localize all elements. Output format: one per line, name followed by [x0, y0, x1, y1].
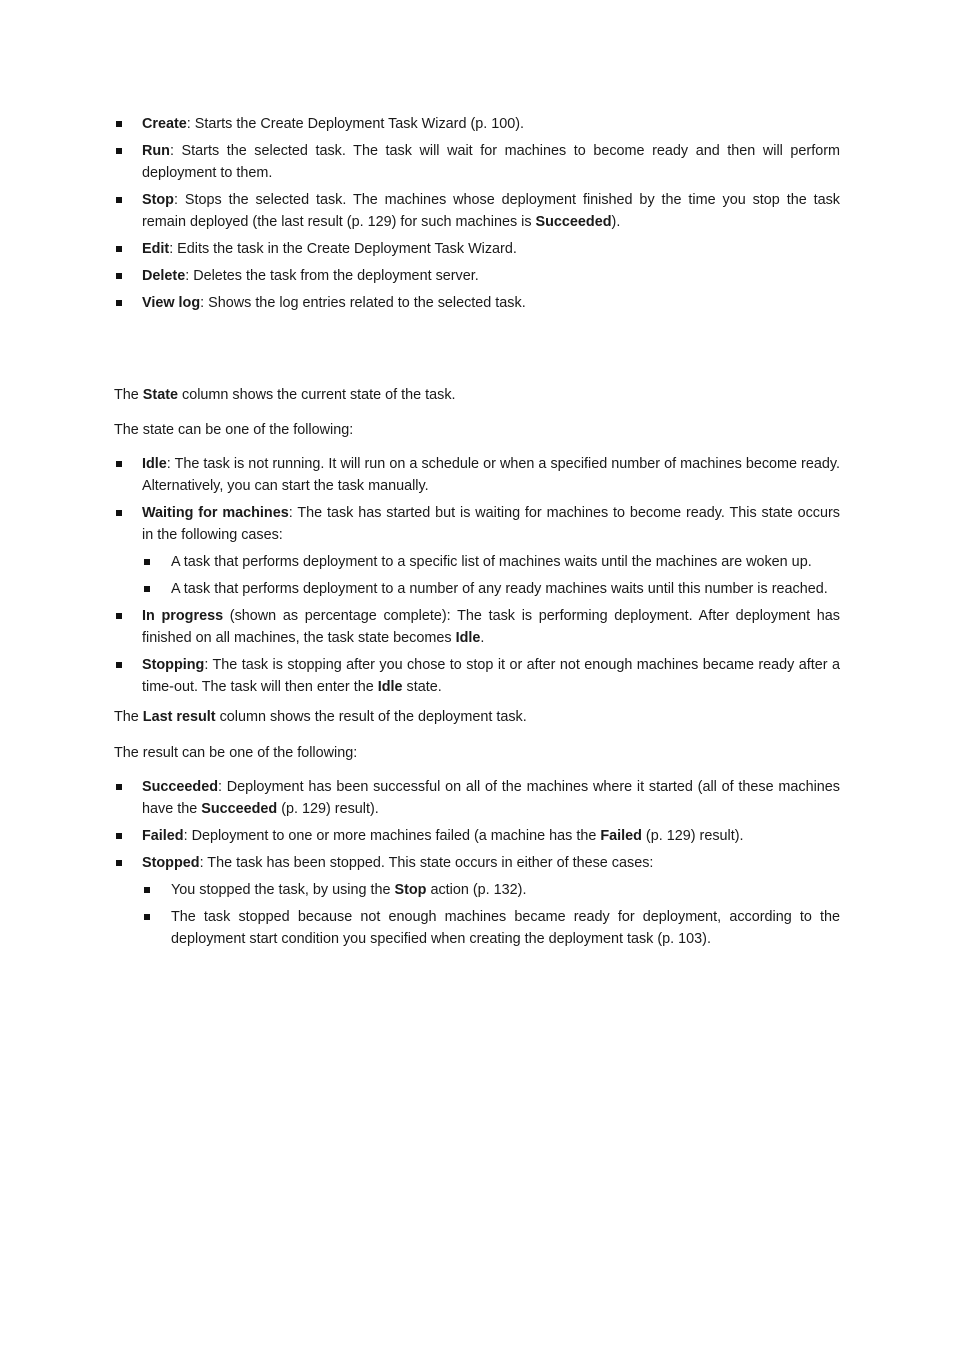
description: : Deletes the task from the deployment server. [185, 268, 479, 284]
square-bullet-icon [116, 662, 122, 668]
list-item [114, 852, 840, 950]
description: : Starts the selected task. The task will wait for machines to become ready and then will perform deployment to them. [142, 143, 840, 181]
description: You stopped the task, by using the [171, 882, 395, 898]
term: View log [142, 295, 201, 311]
description: : Edits the task in the Create Deployment Task Wizard. [169, 241, 517, 257]
square-bullet-icon [116, 300, 122, 306]
description: (shown as percentage complete): The task is performing deployment. After deployment has finished on all machines, the task state becomes [142, 608, 840, 646]
square-bullet-icon [116, 461, 122, 467]
square-bullet-icon [116, 613, 122, 619]
square-bullet-icon [116, 784, 122, 790]
sub-list-item [142, 578, 840, 600]
square-bullet-icon [116, 833, 122, 839]
term: Failed [142, 828, 184, 844]
text: column shows the result of the deployment task. [215, 709, 527, 725]
term: Succeeded [142, 779, 218, 795]
term: Run [142, 143, 170, 159]
sub-list-item [142, 879, 840, 901]
list-item [114, 502, 840, 600]
result-lead: The result can be one of the following: [114, 745, 358, 761]
description: : Stops the selected task. The machines whose deployment finished by the time you stop the task remain deployed (the last result (p. 129) for such machines is [142, 192, 840, 230]
emphasis: Failed [600, 828, 642, 844]
emphasis: Succeeded [535, 214, 612, 230]
square-bullet-icon [144, 586, 150, 592]
actions-list [114, 113, 840, 314]
list-item [114, 189, 840, 233]
result-intro [114, 706, 840, 728]
term: Edit [142, 241, 170, 257]
sub-list-item [142, 551, 840, 573]
description-tail: action (p. 132). [426, 882, 527, 898]
description: : The task has been stopped. This state occurs in either of these cases: [199, 855, 654, 871]
text: The [114, 709, 143, 725]
stopped-cases-list [142, 879, 840, 950]
list-item [114, 825, 840, 847]
description: : Deployment has been successful on all of the machines where it started (all of these machines have the [142, 779, 840, 817]
term: Waiting for machines [142, 505, 289, 521]
description: : Shows the log entries related to the selected task. [200, 295, 526, 311]
square-bullet-icon [116, 121, 122, 127]
description-tail: ). [611, 214, 621, 230]
term: Delete [142, 268, 186, 284]
list-item [114, 113, 840, 135]
description: : Starts the Create Deployment Task Wizard (p. 100). [186, 116, 525, 132]
square-bullet-icon [144, 914, 150, 920]
list-item [114, 265, 840, 287]
term: Idle [142, 456, 167, 472]
square-bullet-icon [116, 246, 122, 252]
term: In progress [142, 608, 224, 624]
square-bullet-icon [144, 887, 150, 893]
term: Stop [142, 192, 174, 208]
term: Stopping [142, 657, 205, 673]
description-tail: state. [402, 679, 442, 695]
state-intro [114, 384, 840, 406]
emphasis: Idle [455, 630, 481, 646]
page-content [114, 113, 840, 955]
list-item [114, 776, 840, 820]
list-item [114, 654, 840, 698]
emphasis: State [142, 387, 178, 403]
list-item [114, 453, 840, 497]
description: : The task is stopping after you chose to stop it or after not enough machines became ready after a time-out. The task will then enter the [142, 657, 840, 695]
states-list [114, 453, 840, 698]
description-tail: . [480, 630, 485, 646]
state-section [114, 384, 840, 950]
square-bullet-icon [116, 273, 122, 279]
list-item [114, 238, 840, 260]
description-tail: (p. 129) result). [277, 801, 379, 817]
text: column shows the current state of the task. [178, 387, 456, 403]
waiting-cases-list [142, 551, 840, 600]
square-bullet-icon [116, 148, 122, 154]
list-item [114, 292, 840, 314]
emphasis: Last result [142, 709, 216, 725]
square-bullet-icon [116, 510, 122, 516]
emphasis: Idle [377, 679, 403, 695]
results-list [114, 776, 840, 950]
list-item [114, 605, 840, 649]
emphasis: Succeeded [201, 801, 278, 817]
description: The task stopped because not enough machines became ready for deployment, according to the deployment start condition you specified when creating the deployment task (p. 103). [171, 909, 840, 947]
description: : The task has started but is waiting for machines to become ready. This state occurs in the following cases: [142, 505, 840, 543]
description: A task that performs deployment to a number of any ready machines waits until this number is reached. [171, 581, 828, 597]
section-spacer [114, 319, 840, 384]
text: The [114, 387, 143, 403]
sub-list-item [142, 906, 840, 950]
term: Stopped [142, 855, 200, 871]
description: : The task is not running. It will run on a schedule or when a specified number of machines become ready. Alternatively, you can start the task manually. [142, 456, 840, 494]
square-bullet-icon [144, 559, 150, 565]
term: Create [142, 116, 187, 132]
description-tail: (p. 129) result). [641, 828, 744, 844]
list-item [114, 140, 840, 184]
state-lead: The state can be one of the following: [114, 422, 354, 438]
emphasis: Stop [394, 882, 427, 898]
square-bullet-icon [116, 860, 122, 866]
square-bullet-icon [116, 197, 122, 203]
description: A task that performs deployment to a specific list of machines waits until the machines are woken up. [171, 554, 812, 570]
description: : Deployment to one or more machines failed (a machine has the [183, 828, 601, 844]
